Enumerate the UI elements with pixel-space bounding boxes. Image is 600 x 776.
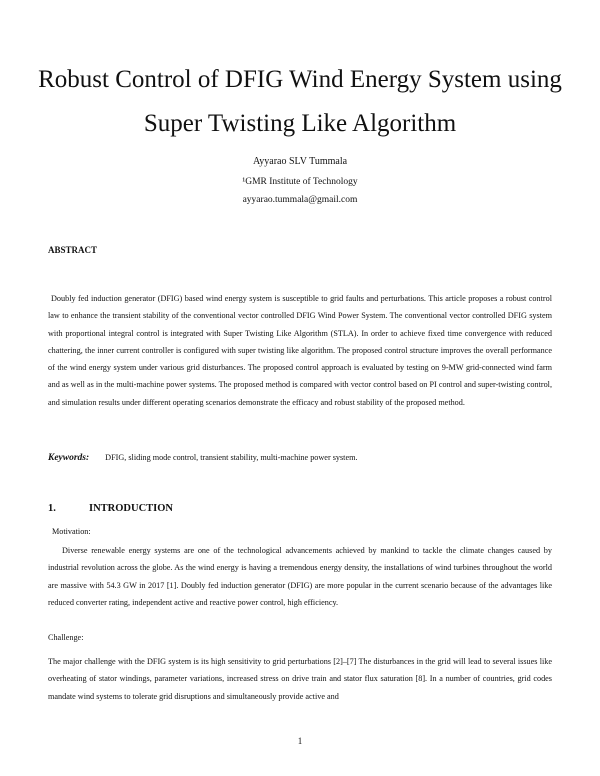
author-email: ayyarao.tummala@gmail.com xyxy=(242,195,358,205)
motivation-label: Motivation: xyxy=(52,527,91,536)
section-heading-introduction: INTRODUCTION xyxy=(89,503,174,514)
challenge-paragraph: The major challenge with the DFIG system is its high sensitivity to grid perturbations [2]–[7] The disturbances in the grid will lead to several issues like overheating of stator windings, parameter variations, increased stress on drive train and stator flux saturation [8]. In a number of countries, grid codes mandate wind systems to tolerate grid disruptions and simultaneously provide active and xyxy=(48,657,552,701)
page-number: 1 xyxy=(297,736,303,746)
keywords-text: DFIG, sliding mode control, transient stability, multi-machine power system. xyxy=(105,453,358,462)
section-number: 1. xyxy=(48,503,56,514)
abstract-text: Doubly fed induction generator (DFIG) based wind energy system is susceptible to grid faults and perturbations. This article proposes a robust control law to enhance the transient stability of the conventional vector controlled DFIG Wind Power System. The conventional vector controlled DFIG system with proportional integral control is integrated with Super Twisting Like Algorithm (STLA). In order to achieve fixed time convergence with reduced chattering, the inner current controller is configured with super twisting like algorithm. The proposed control structure improves the overall performance of the wind energy system under various grid disturbances. The proposed control approach is evaluated by testing on 9-MW grid-connected wind farm and as well as in the multi-machine power systems. The proposed method is compared with vector control based on PI control and super-twisting control, and simulation results under different operating scenarios demonstrate the efficacy and robust stability of the proposed method. xyxy=(48,294,552,407)
author-affiliation: ¹GMR Institute of Technology xyxy=(242,177,358,187)
abstract-heading: ABSTRACT xyxy=(48,245,98,255)
author-name: Ayyarao SLV Tummala xyxy=(252,156,348,167)
paper-title-line-1: Robust Control of DFIG Wind Energy System using xyxy=(38,66,562,93)
challenge-label: Challenge: xyxy=(48,633,84,642)
motivation-paragraph: Diverse renewable energy systems are one of the technological advancements achieved by mankind to tackle the climate changes caused by industrial revolution across the globe. As the wind energy is having a tremendous energy density, the installations of wind turbines throughout the world are massive with 54.3 GW in 2017 [1]. Doubly fed induction generator (DFIG) are more popular in the current scenario because of the advantages like reduced converter rating, independent active and reactive power control, high efficiency. xyxy=(48,546,552,607)
paper-title-line-2: Super Twisting Like Algorithm xyxy=(143,110,457,137)
keywords-label: Keywords: xyxy=(48,453,90,463)
keywords-line xyxy=(48,452,552,464)
